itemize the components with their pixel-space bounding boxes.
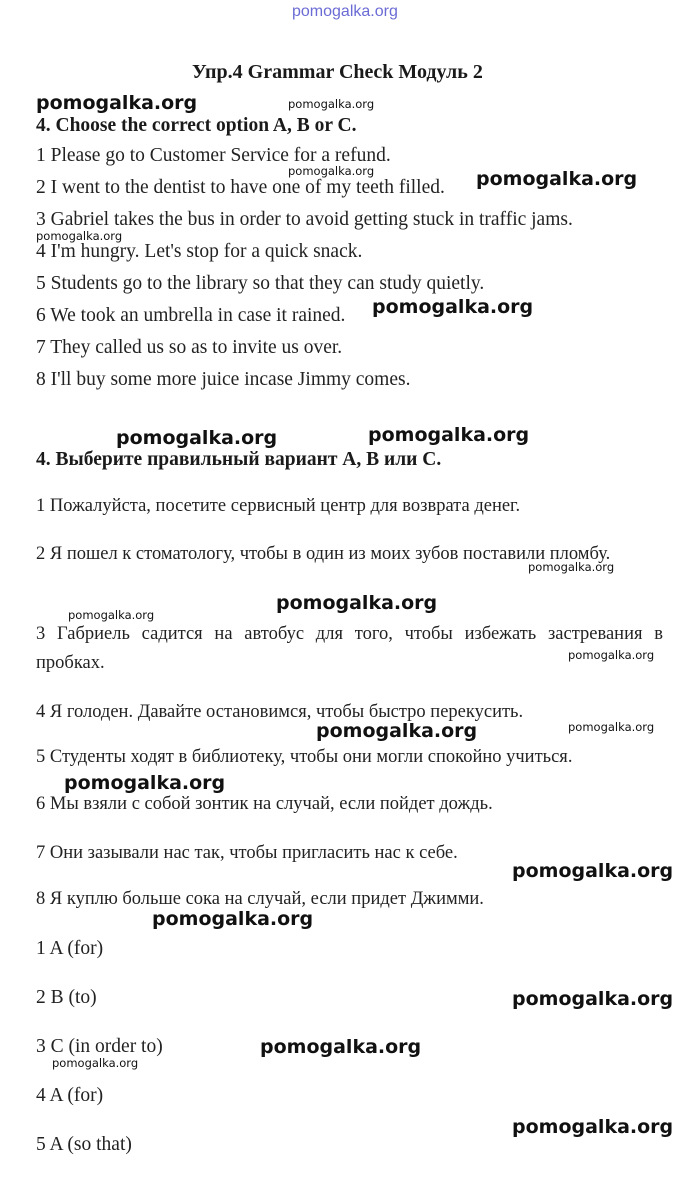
site-header-watermark: pomogalka.org [292,3,398,20]
russian-item-7: 7 Они зазывали нас так, чтобы пригласить нас к себе. [36,843,458,863]
watermark: pomogalka.org [36,92,198,114]
watermark: pomogalka.org [64,772,226,794]
russian-item-2: 2 Я пошел к стоматологу, чтобы в один из моих зубов поставили пломбу. [36,544,611,564]
watermark: pomogalka.org [68,608,155,622]
watermark: pomogalka.org [288,97,375,111]
watermark: pomogalka.org [372,296,534,318]
english-item-4: 4 I'm hungry. Let's stop for a quick snack. [36,241,363,262]
answer-2: 2 B (to) [36,987,97,1008]
watermark: pomogalka.org [52,1056,139,1070]
watermark: pomogalka.org [512,1116,674,1138]
russian-item-6: 6 Мы взяли с собой зонтик на случай, если пойдет дождь. [36,794,493,814]
watermark: pomogalka.org [368,424,530,446]
russian-item-1: 1 Пожалуйста, посетите сервисный центр для возврата денег. [36,496,521,516]
answer-3: 3 C (in order to) [36,1036,163,1057]
answer-5: 5 A (so that) [36,1134,132,1155]
watermark: pomogalka.org [260,1036,422,1058]
english-item-6: 6 We took an umbrella in case it rained. [36,305,346,326]
russian-item-8: 8 Я куплю больше сока на случай, если придет Джимми. [36,889,484,909]
watermark: pomogalka.org [288,164,375,178]
page-title: Упр.4 Grammar Check Модуль 2 [192,61,483,83]
watermark: pomogalka.org [476,168,638,190]
answer-4: 4 A (for) [36,1085,104,1106]
watermark: pomogalka.org [152,908,314,930]
watermark: pomogalka.org [512,860,674,882]
watermark: pomogalka.org [316,720,478,742]
watermark: pomogalka.org [528,560,615,574]
watermark: pomogalka.org [36,229,123,243]
answer-1: 1 A (for) [36,938,104,959]
english-heading: 4. Choose the correct option A, B or C. [36,115,357,136]
watermark: pomogalka.org [116,427,278,449]
russian-item-3: 3 Габриель садится на автобус для того, чтобы избежать застревания в пробках. [36,624,663,673]
watermark: pomogalka.org [568,648,655,662]
russian-item-4: 4 Я голоден. Давайте остановимся, чтобы быстро перекусить. [36,702,524,722]
russian-item-5: 5 Студенты ходят в библиотеку, чтобы они могли спокойно учиться. [36,747,573,767]
watermark: pomogalka.org [276,592,438,614]
english-item-2: 2 I went to the dentist to have one of my teeth filled. [36,177,445,198]
watermark: pomogalka.org [512,988,674,1010]
english-item-7: 7 They called us so as to invite us over. [36,337,343,358]
english-item-1: 1 Please go to Customer Service for a refund. [36,145,391,166]
english-item-5: 5 Students go to the library so that they can study quietly. [36,273,485,294]
english-item-8: 8 I'll buy some more juice incase Jimmy comes. [36,369,411,390]
english-item-3: 3 Gabriel takes the bus in order to avoid getting stuck in traffic jams. [36,209,573,230]
russian-heading: 4. Выберите правильный вариант A, B или C. [36,449,442,470]
watermark: pomogalka.org [568,720,655,734]
